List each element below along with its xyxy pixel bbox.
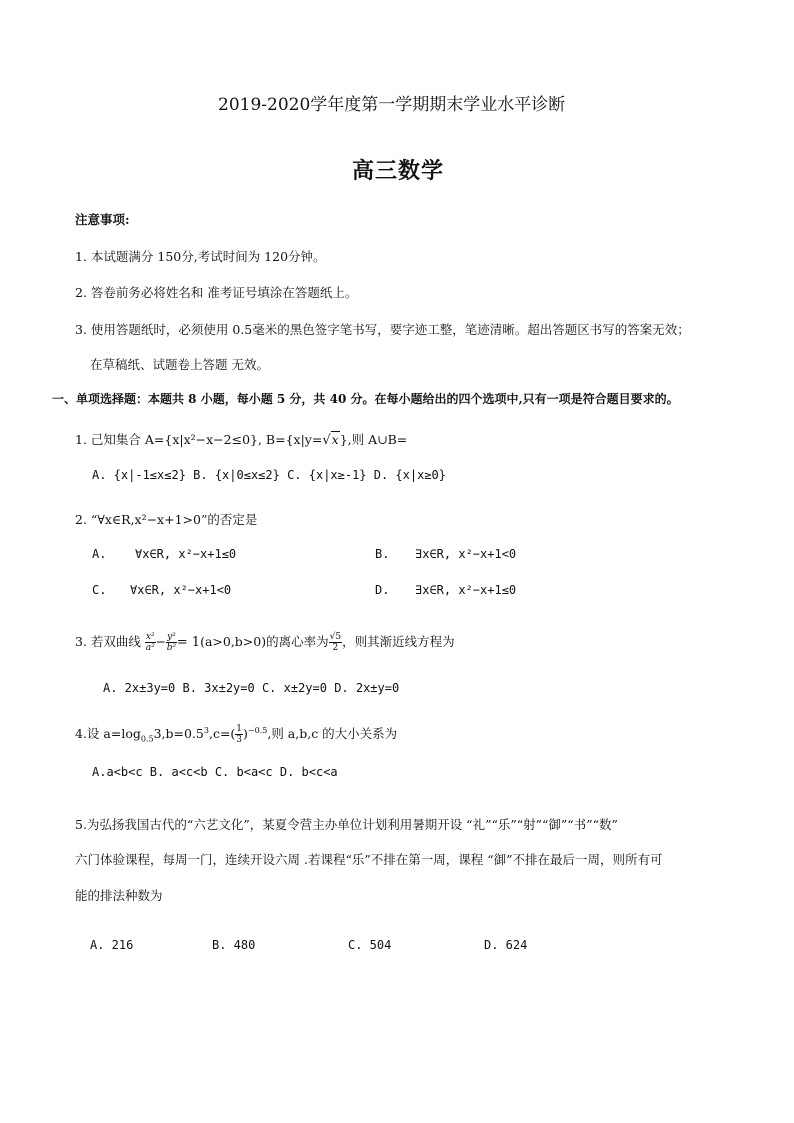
q4-exp-c: −0.5 (247, 725, 268, 735)
q2-option-a-label: A. (92, 547, 107, 561)
question-5-line-1: 5.为弘扬我国古代的“六艺文化”，某夏令营主办单位计划利用暑期开设 “礼”“乐”“射”“御”“书”“数” (75, 817, 618, 832)
q4-stem-d: ) (243, 726, 248, 741)
q2-option-a: ∀x∈R, x²−x+1≤0 (135, 547, 237, 561)
q3-stem-c: ，则其渐近线方程为 (342, 634, 455, 649)
q4-stem-b: 3,b=0.5 (153, 726, 204, 741)
question-5-line-3: 能的排法种数为 (75, 888, 163, 903)
q5-option-a: A. 216 (90, 938, 134, 952)
q3-frac-y2-b2 (166, 632, 177, 653)
exam-subtitle: 高三数学 (352, 158, 445, 184)
q5-option-b: B. 480 (212, 938, 256, 952)
q3-stem-b: (a>0,b>0)的离心率为 (200, 634, 329, 649)
q3-two: 2 (332, 643, 339, 653)
q3-x2: x² (145, 632, 155, 642)
q4-log-base: 0.5 (140, 734, 154, 744)
q2-option-c: ∀x∈R, x²−x+1<0 (130, 583, 232, 597)
q4-stem-c: ,c=( (208, 726, 236, 741)
notice-item-3-cont: 在草稿纸、试题卷上答题 无效。 (90, 357, 269, 372)
q3-y2: y² (167, 632, 176, 642)
question-4-options: A.a<b<c B. a<c<b C. b<a<c D. b<c<a (92, 765, 338, 779)
question-3-options: A. 2x±3y=0 B. 3x±2y=0 C. x±2y=0 D. 2x±y=0 (103, 681, 400, 695)
q4-stem-a: 4.设 a=log (75, 726, 141, 741)
question-2-stem: 2. “∀x∈R,x²−x+1>0”的否定是 (75, 512, 258, 527)
q4-exp-b: 3 (203, 725, 209, 735)
q4-stem-e: ,则 a,b,c 的大小关系为 (267, 726, 398, 741)
q3-minus: − (155, 634, 167, 649)
q2-option-b-label: B. (375, 547, 390, 561)
q4-frac-third (235, 724, 243, 745)
q2-option-c-label: C. (92, 583, 107, 597)
q4-third-den: 3 (236, 735, 243, 745)
question-5-line-2: 六门体验课程，每周一门，连续开设六周 .若课程“乐”不排在第一周，课程 “御”不排在最后一周，则所有可 (75, 852, 663, 867)
question-4-stem (75, 724, 397, 745)
q5-option-c: C. 504 (348, 938, 392, 952)
notice-item-3: 3. 使用答题纸时，必须使用 0.5毫米的黑色签字笔书写，要字迹工整，笔迹清晰。超出答题区书写的答案无效； (75, 322, 690, 337)
q3-frac-x2-a2 (145, 632, 156, 653)
q1-stem-b: },则 A∪B= (339, 432, 408, 447)
q3-frac-sqrt5-2 (329, 632, 342, 653)
q2-option-d: ∃x∈R, x²−x+1≤0 (415, 583, 517, 597)
q1-stem-a: 1. 己知集合 A={x|x²−x−2≤0}, B={x|y= (75, 432, 323, 447)
notice-heading: 注意事项: (75, 212, 130, 227)
q5-option-d: D. 624 (484, 938, 528, 952)
q3-b2: b² (166, 643, 177, 653)
notice-item-2: 2. 答卷前务必将姓名和 准考证号填涂在答题纸上。 (75, 285, 358, 300)
q2-option-b: ∃x∈R, x²−x+1<0 (415, 547, 517, 561)
q2-option-d-label: D. (375, 583, 390, 597)
q4-third-num: 1 (236, 724, 243, 734)
q3-eq1: = 1 (176, 635, 201, 650)
section-heading: 一、单项选择题：本题共 8 小题，每小题 5 分，共 40 分。在每小题给出的四个选项中,只有一项是符合题目要求的。 (52, 392, 679, 406)
q3-sqrt5: √5 (329, 632, 342, 642)
q1-sqrt-x: x (331, 432, 339, 447)
q3-a2: a² (145, 643, 155, 653)
notice-item-1: 1. 本试题满分 150分,考试时间为 120分钟。 (75, 249, 326, 264)
q3-stem-a: 3. 若双曲线 (75, 634, 141, 649)
sqrt-sign: √ (322, 433, 331, 448)
exam-title: 2019-2020学年度第一学期期末学业水平诊断 (218, 95, 566, 115)
question-1-stem (75, 430, 407, 448)
question-1-options: A. {x|-1≤x≤2} B. {x|0≤x≤2} C. {x|x≥-1} D. {x|x≥0} (92, 468, 447, 482)
question-3-stem (75, 632, 455, 653)
